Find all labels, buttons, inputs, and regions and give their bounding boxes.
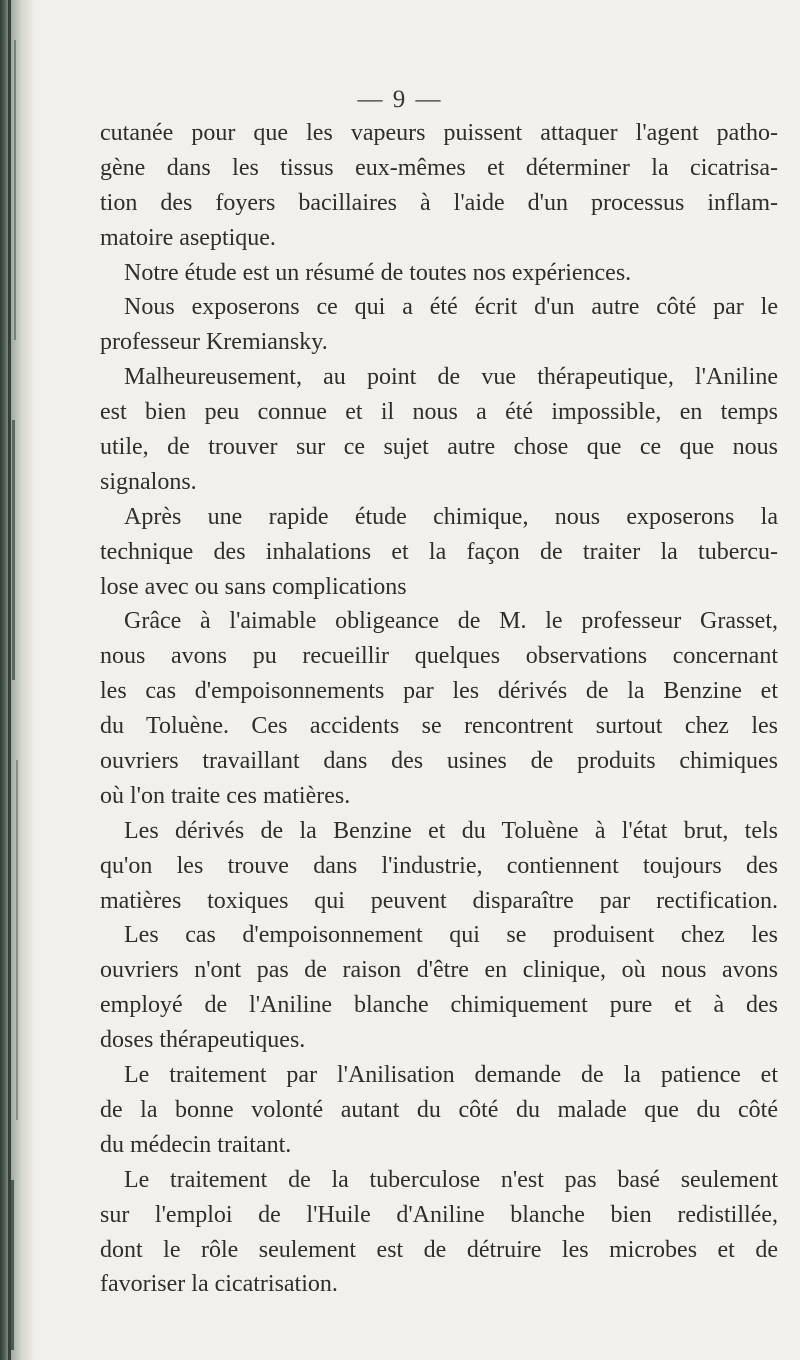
text-line: doses thérapeutiques. <box>100 1027 306 1054</box>
text-line: tion des foyers bacillaires à l'aide d'un processus inflam- <box>100 189 778 216</box>
text-line: qu'on les trouve dans l'industrie, contiennent toujours des <box>100 852 778 879</box>
text-line: Les dérivés de la Benzine et du Toluène à l'état brut, tels <box>124 817 778 844</box>
text-line: professeur Kremiansky. <box>100 329 328 356</box>
text-line: technique des inhalations et la façon de traiter la tubercu- <box>100 538 778 565</box>
text-line: dont le rôle seulement est de détruire les microbes et de <box>100 1236 778 1263</box>
text-line: Les cas d'empoisonnement qui se produisent chez les <box>124 922 778 949</box>
text-line: où l'on traite ces matières. <box>100 782 351 809</box>
text-line: du médecin traitant. <box>100 1131 292 1158</box>
text-line: sur l'emploi de l'Huile d'Aniline blanche bien redistillée, <box>100 1201 778 1228</box>
text-line: cutanée pour que les vapeurs puissent attaquer l'agent patho- <box>100 120 778 146</box>
text-line: nous avons pu recueillir quelques observations concernant <box>100 643 778 670</box>
text-line: Grâce à l'aimable obligeance de M. le professeur Grasset, <box>124 608 778 635</box>
text-line: Malheureusement, au point de vue thérapeutique, l'Aniline <box>124 364 778 391</box>
page-number: — 9 — <box>357 86 443 113</box>
text-line: Nous exposerons ce qui a été écrit d'un autre côté par le <box>124 294 778 321</box>
text-line: matières toxiques qui peuvent disparaître par rectification. <box>100 887 778 914</box>
text-line: favoriser la cicatrisation. <box>100 1271 338 1298</box>
body-text <box>100 116 778 1302</box>
text-line: employé de l'Aniline blanche chimiquement pure et à des <box>100 992 778 1019</box>
page-binding-edge <box>0 0 34 1360</box>
text-line: ouvriers n'ont pas de raison d'être en clinique, où nous avons <box>100 957 778 984</box>
text-line: Le traitement de la tuberculose n'est pas basé seulement <box>124 1166 778 1193</box>
text-line: de la bonne volonté autant du côté du malade que du côté <box>100 1096 778 1123</box>
text-line: gène dans les tissus eux-mêmes et déterminer la cicatrisa- <box>100 154 778 181</box>
binding-stains <box>6 0 28 1360</box>
text-line: est bien peu connue et il nous a été impossible, en temps <box>100 399 778 426</box>
text-line: du Toluène. Ces accidents se rencontrent surtout chez les <box>100 713 778 740</box>
text-line: utile, de trouver sur ce sujet autre chose que ce que nous <box>100 434 778 461</box>
text-line: Notre étude est un résumé de toutes nos expériences. <box>124 259 632 286</box>
text-line: Le traitement par l'Anilisation demande de la patience et <box>124 1062 778 1089</box>
text-line: signalons. <box>100 468 197 495</box>
text-line: matoire aseptique. <box>100 224 276 251</box>
text-line: ouvriers travaillant dans des usines de produits chimiques <box>100 748 778 775</box>
text-line: lose avec ou sans complications <box>100 573 407 600</box>
text-line: Après une rapide étude chimique, nous exposerons la <box>124 503 778 530</box>
text-line: les cas d'empoisonnements par les dérivés de la Benzine et <box>100 678 778 705</box>
